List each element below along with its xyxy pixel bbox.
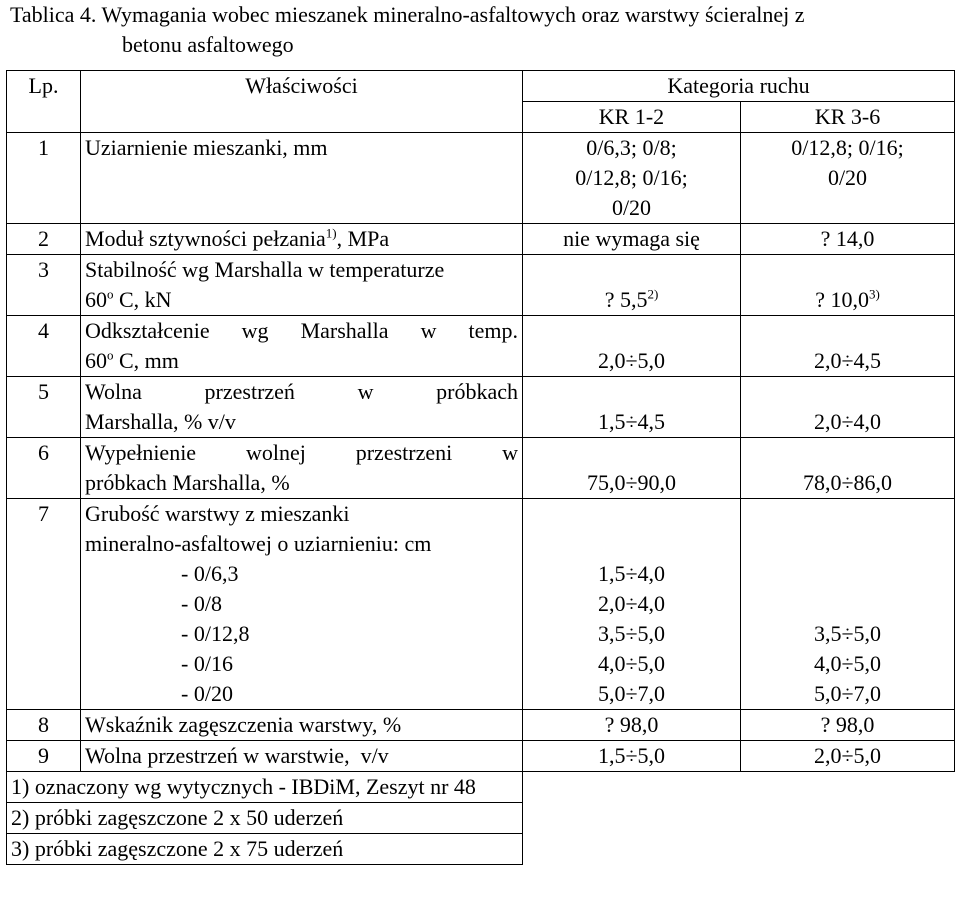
row-kr12-value <box>523 255 741 316</box>
sub-item: - 0/12,8 <box>181 621 250 646</box>
row-label <box>81 377 523 438</box>
degree-marker: o <box>107 347 114 363</box>
label-text: 60 <box>85 287 107 312</box>
label-line: Stabilność wg Marshalla w temperaturze <box>85 257 445 282</box>
label-line: Wypełnienie wolnej przestrzeni w <box>85 440 518 465</box>
value-line: 2,0÷4,0 <box>597 591 666 616</box>
header-category: Kategoria ruchu <box>523 71 955 102</box>
value-line: 5,0÷7,0 <box>597 681 666 706</box>
value-line: 0/12,8; 0/16; <box>575 165 688 190</box>
row-kr12-value: nie wymaga się <box>523 224 741 255</box>
sub-item: - 0/6,3 <box>181 561 239 586</box>
table-row <box>7 133 955 224</box>
row-number: 9 <box>7 741 81 772</box>
footnote-row <box>7 772 955 803</box>
row-kr12-value: 75,0÷90,0 <box>523 438 741 499</box>
row-kr36-value: 2,0÷4,5 <box>741 316 955 377</box>
row-number: 8 <box>7 710 81 741</box>
label-unit: , MPa <box>336 226 390 251</box>
sub-item: - 0/16 <box>181 651 233 676</box>
table-row <box>7 710 955 741</box>
value-line: 3,5÷5,0 <box>813 621 882 646</box>
label-line <box>85 346 518 376</box>
row-label: Wskaźnik zagęszczenia warstwy, % <box>81 710 523 741</box>
row-kr36-value <box>741 255 955 316</box>
footnote-1: 1) oznaczony wg wytycznych - IBDiM, Zeszyt nr 48 <box>7 772 523 803</box>
footnote-2: 2) próbki zagęszczone 2 x 50 uderzeń <box>7 803 523 834</box>
row-kr36-value <box>741 133 955 224</box>
row-label <box>81 224 523 255</box>
row-kr36-value <box>741 499 955 710</box>
row-kr12-value: 1,5÷5,0 <box>523 741 741 772</box>
sub-item: - 0/8 <box>181 591 222 616</box>
row-kr36-value: ? 14,0 <box>741 224 955 255</box>
footnote-row <box>7 834 955 865</box>
row-kr36-value: 78,0÷86,0 <box>741 438 955 499</box>
footnote-marker: 2) <box>647 286 659 302</box>
row-label <box>81 499 523 710</box>
table-row <box>7 224 955 255</box>
row-kr36-value: 2,0÷5,0 <box>741 741 955 772</box>
label-text: 60 <box>85 348 107 373</box>
footnote-row <box>7 803 955 834</box>
value-line: 3,5÷5,0 <box>597 621 666 646</box>
label-unit: C, mm <box>113 348 179 373</box>
row-number: 2 <box>7 224 81 255</box>
sub-item: - 0/20 <box>181 681 233 706</box>
value-line: 5,0÷7,0 <box>813 681 882 706</box>
requirements-table <box>6 70 955 865</box>
row-number: 4 <box>7 316 81 377</box>
header-kr36: KR 3-6 <box>741 102 955 133</box>
caption-line-1: Tablica 4. Wymagania wobec mieszanek mineralno-asfaltowych oraz warstwy ścieralnej z <box>10 2 805 27</box>
row-kr12-value: 2,0÷5,0 <box>523 316 741 377</box>
table-row <box>7 499 955 710</box>
row-number: 3 <box>7 255 81 316</box>
footnote-marker: 1) <box>325 225 337 241</box>
row-number: 6 <box>7 438 81 499</box>
row-number: 1 <box>7 133 81 224</box>
value-line: 0/6,3; 0/8; <box>586 135 677 160</box>
table-row <box>7 377 955 438</box>
value-line: 1,5÷4,0 <box>597 561 666 586</box>
row-kr12-value: 1,5÷4,5 <box>523 377 741 438</box>
label-text: Moduł sztywności pełzania <box>85 226 326 251</box>
row-label <box>81 438 523 499</box>
label-line <box>85 285 518 315</box>
row-label <box>81 255 523 316</box>
label-line: mineralno-asfaltowej o uziarnieniu: cm <box>85 531 432 556</box>
footnote-marker: 3) <box>868 286 880 302</box>
label-line: Wolna przestrzeń w próbkach <box>85 379 518 404</box>
label-line: Odkształcenie wg Marshalla w temp. <box>85 318 518 343</box>
row-kr12-value: ? 98,0 <box>523 710 741 741</box>
label-line: próbkach Marshalla, % <box>85 470 290 495</box>
label-line: Grubość warstwy z mieszanki <box>85 501 350 526</box>
header-row <box>7 71 955 102</box>
row-label: Wolna przestrzeń w warstwie, v/v <box>81 741 523 772</box>
label-line: Marshalla, % v/v <box>85 409 236 434</box>
row-kr36-value: ? 98,0 <box>741 710 955 741</box>
footnote-3: 3) próbki zagęszczone 2 x 75 uderzeń <box>7 834 523 865</box>
table-caption <box>10 0 955 60</box>
row-label <box>81 316 523 377</box>
value-line: 4,0÷5,0 <box>813 651 882 676</box>
row-label: Uziarnienie mieszanki, mm <box>81 133 523 224</box>
row-kr12-value <box>523 133 741 224</box>
table-row <box>7 316 955 377</box>
value-text: ? 10,0 <box>815 287 869 312</box>
value-line: 0/12,8; 0/16; <box>791 135 904 160</box>
value-line: 4,0÷5,0 <box>597 651 666 676</box>
row-kr12-value <box>523 499 741 710</box>
table-row <box>7 741 955 772</box>
header-kr12: KR 1-2 <box>523 102 741 133</box>
row-number: 7 <box>7 499 81 710</box>
degree-marker: o <box>107 286 114 302</box>
row-number: 5 <box>7 377 81 438</box>
header-properties: Właściwości <box>81 71 523 133</box>
table-row <box>7 438 955 499</box>
table-row <box>7 255 955 316</box>
value-line: 0/20 <box>827 165 868 190</box>
row-kr36-value: 2,0÷4,0 <box>741 377 955 438</box>
caption-line-2: betonu asfaltowego <box>122 32 294 57</box>
value-line: 0/20 <box>611 195 652 220</box>
label-unit: C, kN <box>113 287 172 312</box>
header-lp: Lp. <box>7 71 81 133</box>
value-text: ? 5,5 <box>604 287 648 312</box>
